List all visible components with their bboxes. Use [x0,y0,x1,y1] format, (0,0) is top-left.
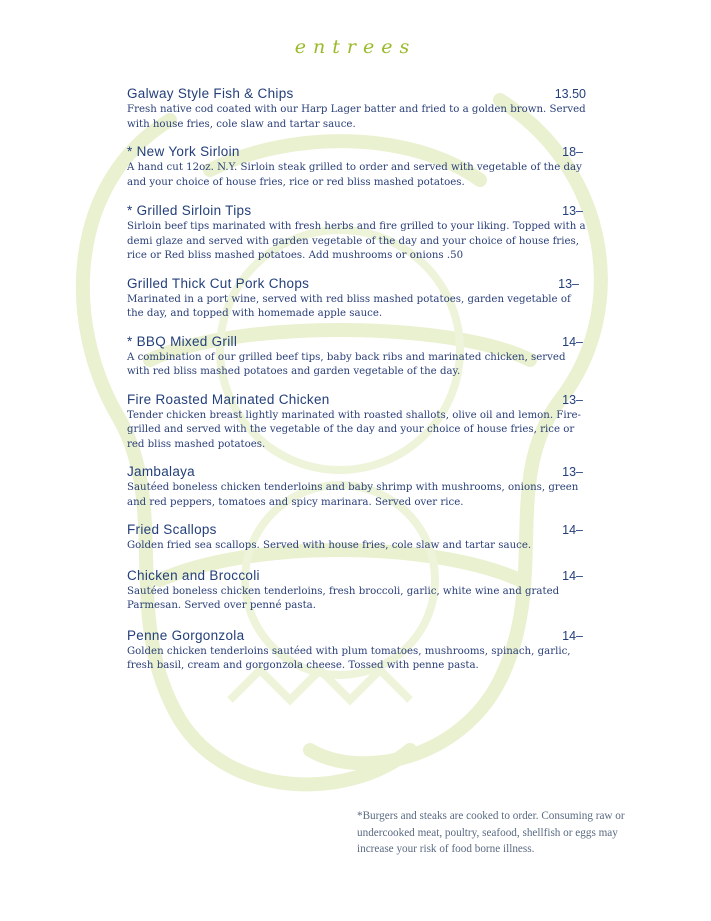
item-header [127,276,589,291]
item-description: Golden chicken tenderloins sautéed with plum tomatoes, mushrooms, spinach, garlic, fresh basil, cream and gorgonzola cheese. Tossed with penne pasta. [127,645,571,671]
item-name: Galway Style Fish & Chips [127,86,294,101]
item-description: Sautéed boneless chicken tenderloins and baby shrimp with mushrooms, onions, green and red peppers, tomatoes and spicy marinara. Served over rice. [127,482,579,508]
item-name: * BBQ Mixed Grill [127,333,238,349]
item-price: 13– [562,204,583,218]
item-name: Fried Scallops [127,522,217,537]
item-description: Sautéed boneless chicken tenderloins, fresh broccoli, garlic, white wine and grated Parmesan. Served over penné pasta. [127,585,560,611]
item-name: Jambalaya [127,464,195,479]
menu-item [127,203,589,264]
item-header [127,568,589,583]
item-price: 14– [562,568,583,583]
item-header [127,334,589,349]
food-safety-footnote: *Burgers and steaks are cooked to order. Consuming raw or undercooked meat, poultry, seafood, shellfish or eggs may increase your risk of food borne illness. [357,810,625,855]
item-name: Grilled Thick Cut Pork Chops [127,275,310,291]
item-price: 13– [562,465,583,479]
item-price: 13– [558,276,579,291]
item-name: Fire Roasted Marinated Chicken [127,391,330,407]
item-header [127,203,589,218]
item-name: * New York Sirloin [127,144,240,159]
item-name: * Grilled Sirloin Tips [127,203,252,218]
menu-item [127,392,589,453]
item-description: A combination of our grilled beef tips, baby back ribs and marinated chicken, served with red bliss mashed potatoes and garden vegetable of the day. [127,351,566,377]
menu-list [127,86,589,674]
item-header [127,86,589,101]
item-header [127,144,589,159]
item-description: Golden fried sea scallops. Served with house fries, cole slaw and tartar sauce. [127,540,532,551]
item-name: Chicken and Broccoli [127,567,260,583]
item-price: 13– [562,392,583,407]
menu-item [127,144,589,190]
item-description: Tender chicken breast lightly marinated with roasted shallots, olive oil and lemon. Fire-grilled and served with the vegetable of the day and your choice of house fries, rice or red bliss mashed potatoes. [127,409,581,450]
item-description: Marinated in a port wine, served with red bliss mashed potatoes, garden vegetable of the day, and topped with homemade apple sauce. [127,293,571,319]
item-description: Sirloin beef tips marinated with fresh herbs and fire grilled to your liking. Topped with a demi glaze and served with garden vegetable of the day and your choice of house fries, rice or Red bliss mashed potatoes. Add mushrooms or onions .50 [127,221,586,261]
item-price: 14– [562,628,583,643]
item-name: Penne Gorgonzola [127,627,245,643]
item-description: Fresh native cod coated with our Harp Lager batter and fried to a golden brown. Served with house fries, cole slaw and tartar sauce. [127,104,586,130]
menu-item [127,334,589,380]
item-header [127,464,589,479]
menu-item [127,568,589,614]
item-header [127,522,589,537]
item-price: 13.50 [554,87,586,101]
menu-item [127,276,589,322]
item-price: 18– [562,145,583,159]
menu-item [127,522,589,554]
menu-item [127,628,589,674]
item-price: 14– [562,523,583,537]
item-header [127,392,589,407]
menu-item [127,464,589,510]
item-price: 14– [562,334,583,349]
menu-item [127,86,589,132]
item-description: A hand cut 12oz. N.Y. Sirloin steak grilled to order and served with vegetable of the day and your choice of house fries, rice or red bliss mashed potatoes. [127,162,582,188]
page-title: entrees [294,36,417,58]
item-header [127,628,589,643]
